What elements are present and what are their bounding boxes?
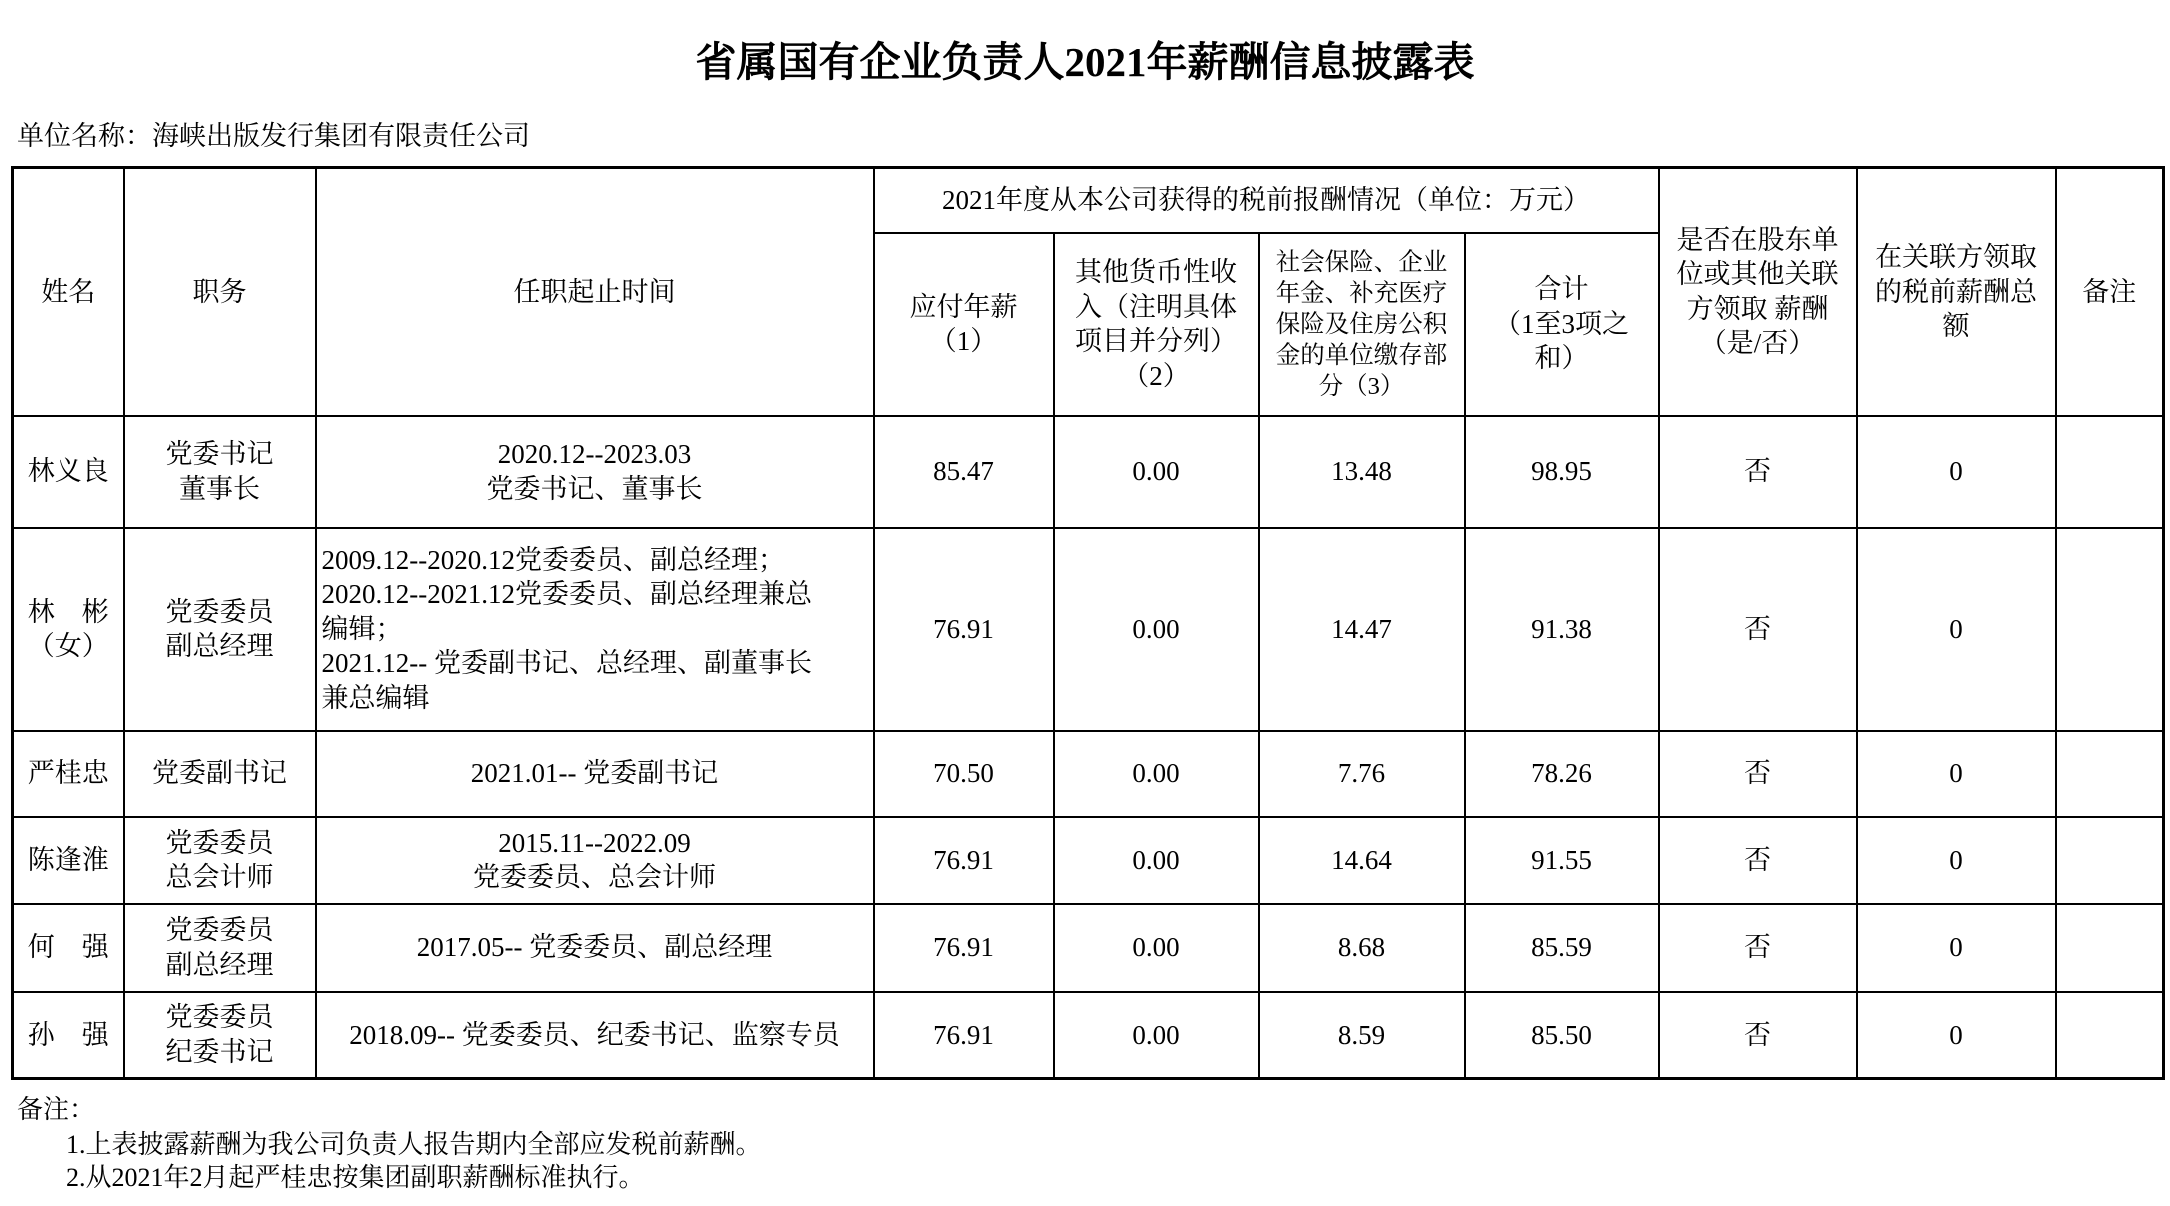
position-cell: 党委委员 副总经理 <box>124 904 316 992</box>
annual-salary-cell: 76.91 <box>874 817 1054 904</box>
header-tenure: 任职起止时间 <box>316 168 874 416</box>
remarks-cell <box>2056 416 2164 528</box>
header-position: 职务 <box>124 168 316 416</box>
table-row <box>13 416 2164 528</box>
annual-salary-cell: 76.91 <box>874 904 1054 992</box>
related-party-pay-cell: 0 <box>1857 904 2056 992</box>
tenure-cell: 2017.05-- 党委委员、副总经理 <box>316 904 874 992</box>
total-cell: 98.95 <box>1465 416 1659 528</box>
table-row <box>13 817 2164 904</box>
related-party-cell: 否 <box>1659 528 1857 731</box>
header-pay-group: 2021年度从本公司获得的税前报酬情况（单位：万元） <box>874 168 1659 233</box>
other-income-cell: 0.00 <box>1054 992 1259 1079</box>
social-insurance-cell: 14.64 <box>1259 817 1465 904</box>
position-cell: 党委委员 总会计师 <box>124 817 316 904</box>
annual-salary-cell: 76.91 <box>874 528 1054 731</box>
table-row <box>13 904 2164 992</box>
related-party-pay-cell: 0 <box>1857 992 2056 1079</box>
salary-disclosure-table <box>11 166 2165 1080</box>
related-party-cell: 否 <box>1659 416 1857 528</box>
related-party-pay-cell: 0 <box>1857 731 2056 817</box>
annual-salary-cell: 76.91 <box>874 992 1054 1079</box>
related-party-cell: 否 <box>1659 731 1857 817</box>
related-party-cell: 否 <box>1659 992 1857 1079</box>
header-remarks: 备注 <box>2056 168 2164 416</box>
other-income-cell: 0.00 <box>1054 904 1259 992</box>
header-other-income: 其他货币性收 入（注明具体 项目并分列） （2） <box>1054 233 1259 416</box>
name-cell: 何 强 <box>13 904 124 992</box>
social-insurance-cell: 8.59 <box>1259 992 1465 1079</box>
remarks-cell <box>2056 904 2164 992</box>
remarks-cell <box>2056 817 2164 904</box>
unit-name: 单位名称：海峡出版发行集团有限责任公司 <box>17 121 530 151</box>
remarks-cell <box>2056 731 2164 817</box>
other-income-cell: 0.00 <box>1054 731 1259 817</box>
social-insurance-cell: 7.76 <box>1259 731 1465 817</box>
tenure-cell: 2021.01-- 党委副书记 <box>316 731 874 817</box>
total-cell: 78.26 <box>1465 731 1659 817</box>
related-party-pay-cell: 0 <box>1857 528 2056 731</box>
note-item: 2.从2021年2月起严桂忠按集团副职薪酬标准执行。 <box>66 1163 645 1192</box>
header-name: 姓名 <box>13 168 124 416</box>
header-related-party: 是否在股东单 位或其他关联 方领取 薪酬 （是/否） <box>1659 168 1857 416</box>
tenure-cell: 2015.11--2022.09 党委委员、总会计师 <box>316 817 874 904</box>
related-party-pay-cell: 0 <box>1857 416 2056 528</box>
name-cell: 孙 强 <box>13 992 124 1079</box>
social-insurance-cell: 8.68 <box>1259 904 1465 992</box>
table-row <box>13 992 2164 1079</box>
name-cell: 林 彬 （女） <box>13 528 124 731</box>
header-total: 合计 （1至3项之 和） <box>1465 233 1659 416</box>
header-related-party-pay: 在关联方领取 的税前薪酬总 额 <box>1857 168 2056 416</box>
related-party-cell: 否 <box>1659 904 1857 992</box>
annual-salary-cell: 85.47 <box>874 416 1054 528</box>
page-title: 省属国有企业负责人2021年薪酬信息披露表 <box>695 39 1475 85</box>
table-row <box>13 731 2164 817</box>
total-cell: 91.55 <box>1465 817 1659 904</box>
related-party-cell: 否 <box>1659 817 1857 904</box>
note-item: 1.上表披露薪酬为我公司负责人报告期内全部应发税前薪酬。 <box>66 1130 762 1159</box>
header-row <box>13 168 2164 233</box>
table-row <box>13 528 2164 731</box>
other-income-cell: 0.00 <box>1054 817 1259 904</box>
name-cell: 林义良 <box>13 416 124 528</box>
social-insurance-cell: 13.48 <box>1259 416 1465 528</box>
notes-label: 备注： <box>17 1095 96 1124</box>
name-cell: 陈逢淮 <box>13 817 124 904</box>
social-insurance-cell: 14.47 <box>1259 528 1465 731</box>
total-cell: 91.38 <box>1465 528 1659 731</box>
header-social-insurance: 社会保险、企业 年金、补充医疗 保险及住房公积 金的单位缴存部 分（3） <box>1259 233 1465 416</box>
other-income-cell: 0.00 <box>1054 528 1259 731</box>
name-cell: 严桂忠 <box>13 731 124 817</box>
position-cell: 党委委员 副总经理 <box>124 528 316 731</box>
related-party-pay-cell: 0 <box>1857 817 2056 904</box>
total-cell: 85.59 <box>1465 904 1659 992</box>
other-income-cell: 0.00 <box>1054 416 1259 528</box>
remarks-cell <box>2056 528 2164 731</box>
position-cell: 党委书记 董事长 <box>124 416 316 528</box>
annual-salary-cell: 70.50 <box>874 731 1054 817</box>
total-cell: 85.50 <box>1465 992 1659 1079</box>
tenure-cell: 2018.09-- 党委委员、纪委书记、监察专员 <box>316 992 874 1079</box>
tenure-cell: 2020.12--2023.03 党委书记、董事长 <box>316 416 874 528</box>
position-cell: 党委副书记 <box>124 731 316 817</box>
header-annual-salary: 应付年薪 （1） <box>874 233 1054 416</box>
tenure-cell: 2009.12--2020.12党委委员、副总经理； 2020.12--2021.12党委委员、副总经理兼总 编辑； 2021.12-- 党委副书记、总经理、副董事长 兼总编辑 <box>316 528 874 731</box>
remarks-cell <box>2056 992 2164 1079</box>
position-cell: 党委委员 纪委书记 <box>124 992 316 1079</box>
